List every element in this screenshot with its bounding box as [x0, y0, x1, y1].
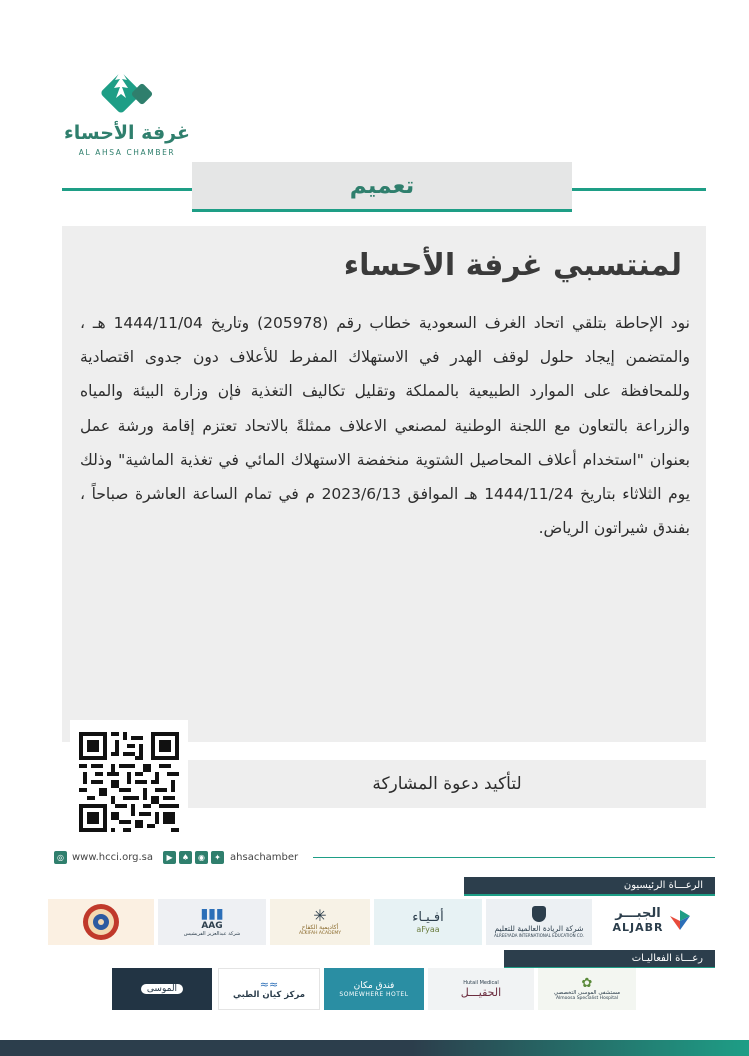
youtube-icon[interactable]: ▶	[163, 851, 176, 864]
contact-divider	[313, 857, 715, 858]
social-handle[interactable]: ahsachamber	[230, 851, 299, 863]
event-sponsor-hutail: Hutail Medical الحقيـــل	[428, 968, 534, 1010]
tree-icon: ✿	[581, 976, 593, 991]
chamber-emblem-icon	[62, 62, 192, 120]
announcement-body: نود الإحاطة بتلقي اتحاد الغرف السعودية خطاب رقم (205978) وتاريخ 1444/11/04 هـ ، والمتضمن إيجاد حلول لوقف الهدر في الاستهلاك المفرط للأعلاف دون جدوى اقتصادية وللمحافظة على الموارد الطبيعية بالمملكة وتقليل تكاليف التغذية فإن وزارة البيئة والمياه والزراعة بالتعاون مع اللجنة الوطنية لمصنعي الاعلاف ممثلةً بالاتحاد تعتزم إقامة ورشة عمل بعنوان "استخدام أعلاف المحاصيل الشتوية منخفضة الاستهلاك المائي في تغذية الماشية" وذلك يوم الثلاثاء بتاريخ 1444/11/24 هـ الموافق 2023/6/13 م في تمام الساعة العاشرة صباحاً ، بفندق شيراتون الرياض.	[80, 314, 691, 538]
footer-strip	[0, 1040, 749, 1056]
website-link[interactable]: www.hcci.org.sa	[72, 851, 154, 863]
circular-label: تعميم	[349, 172, 415, 199]
main-sponsors-title: الرعـــاة الرئيسيون	[464, 877, 715, 894]
sponsor-logo-alkifah: ✳ أكاديمية الكفاح ALKIFAH ACADEMY	[270, 899, 370, 945]
al-ahsa-chamber-logo	[62, 62, 192, 162]
event-sponsor-somewhere-hotel: فندق مكان SOMEWHERE HOTEL	[324, 968, 424, 1010]
title-rule-right	[572, 188, 706, 191]
instagram-icon[interactable]: ◉	[195, 851, 208, 864]
confirm-participation-box[interactable]	[188, 760, 706, 808]
sponsor-logo-aljabr: الجبـــر ALJABR	[596, 897, 708, 943]
qr-code[interactable]	[70, 720, 188, 834]
aljabr-mark-icon	[669, 909, 691, 931]
shield-icon	[532, 906, 546, 922]
logo-english-text: AL AHSA CHAMBER	[78, 148, 176, 157]
contact-row	[54, 849, 298, 865]
snapchat-icon[interactable]: ♠	[179, 851, 192, 864]
qr-code-icon	[79, 732, 179, 832]
announcement-panel	[62, 226, 706, 742]
wave-icon: ≈≈	[259, 977, 279, 991]
globe-icon: ◎	[54, 851, 67, 864]
circular-title-box	[192, 162, 572, 212]
gear-seal-icon	[81, 902, 121, 942]
logo-arabic-text: غرفة الأحساء	[64, 122, 190, 144]
star-emblem-icon: ✳	[313, 906, 327, 925]
sponsor-logo-afyaa: أفـيـاء aFyaa	[374, 899, 482, 945]
event-sponsors-title: رعـــاة الفعاليـات	[504, 950, 715, 967]
event-sponsor-almoosa-dark: الموسى	[112, 968, 212, 1010]
confirm-participation-label: لتأكيد دعوة المشاركة	[372, 774, 522, 794]
sponsor-logo-alreeyada: شركة الريادة العالمية للتعليم ALREEYADA INTERNATIONAL EDUCATION CO.	[486, 899, 592, 945]
main-sponsors-underline	[464, 894, 715, 896]
twitter-icon[interactable]: ✦	[211, 851, 224, 864]
event-sponsor-kayan-medical: ≈≈ مركز كيان الطبي	[218, 968, 320, 1010]
event-sponsor-almoosa: ✿ مستشفى الموسى التخصصي Almoosa Specialist Hospital	[538, 968, 636, 1010]
title-rule-left	[62, 188, 192, 191]
sponsor-logo-seal	[48, 899, 154, 945]
buildings-icon: ▮▮▮	[200, 906, 224, 922]
sponsor-logo-aag: ▮▮▮ AAG شركة عبدالعزيز الفريشيس	[158, 899, 266, 945]
announcement-heading: لمنتسبي غرفة الأحساء	[343, 248, 682, 283]
